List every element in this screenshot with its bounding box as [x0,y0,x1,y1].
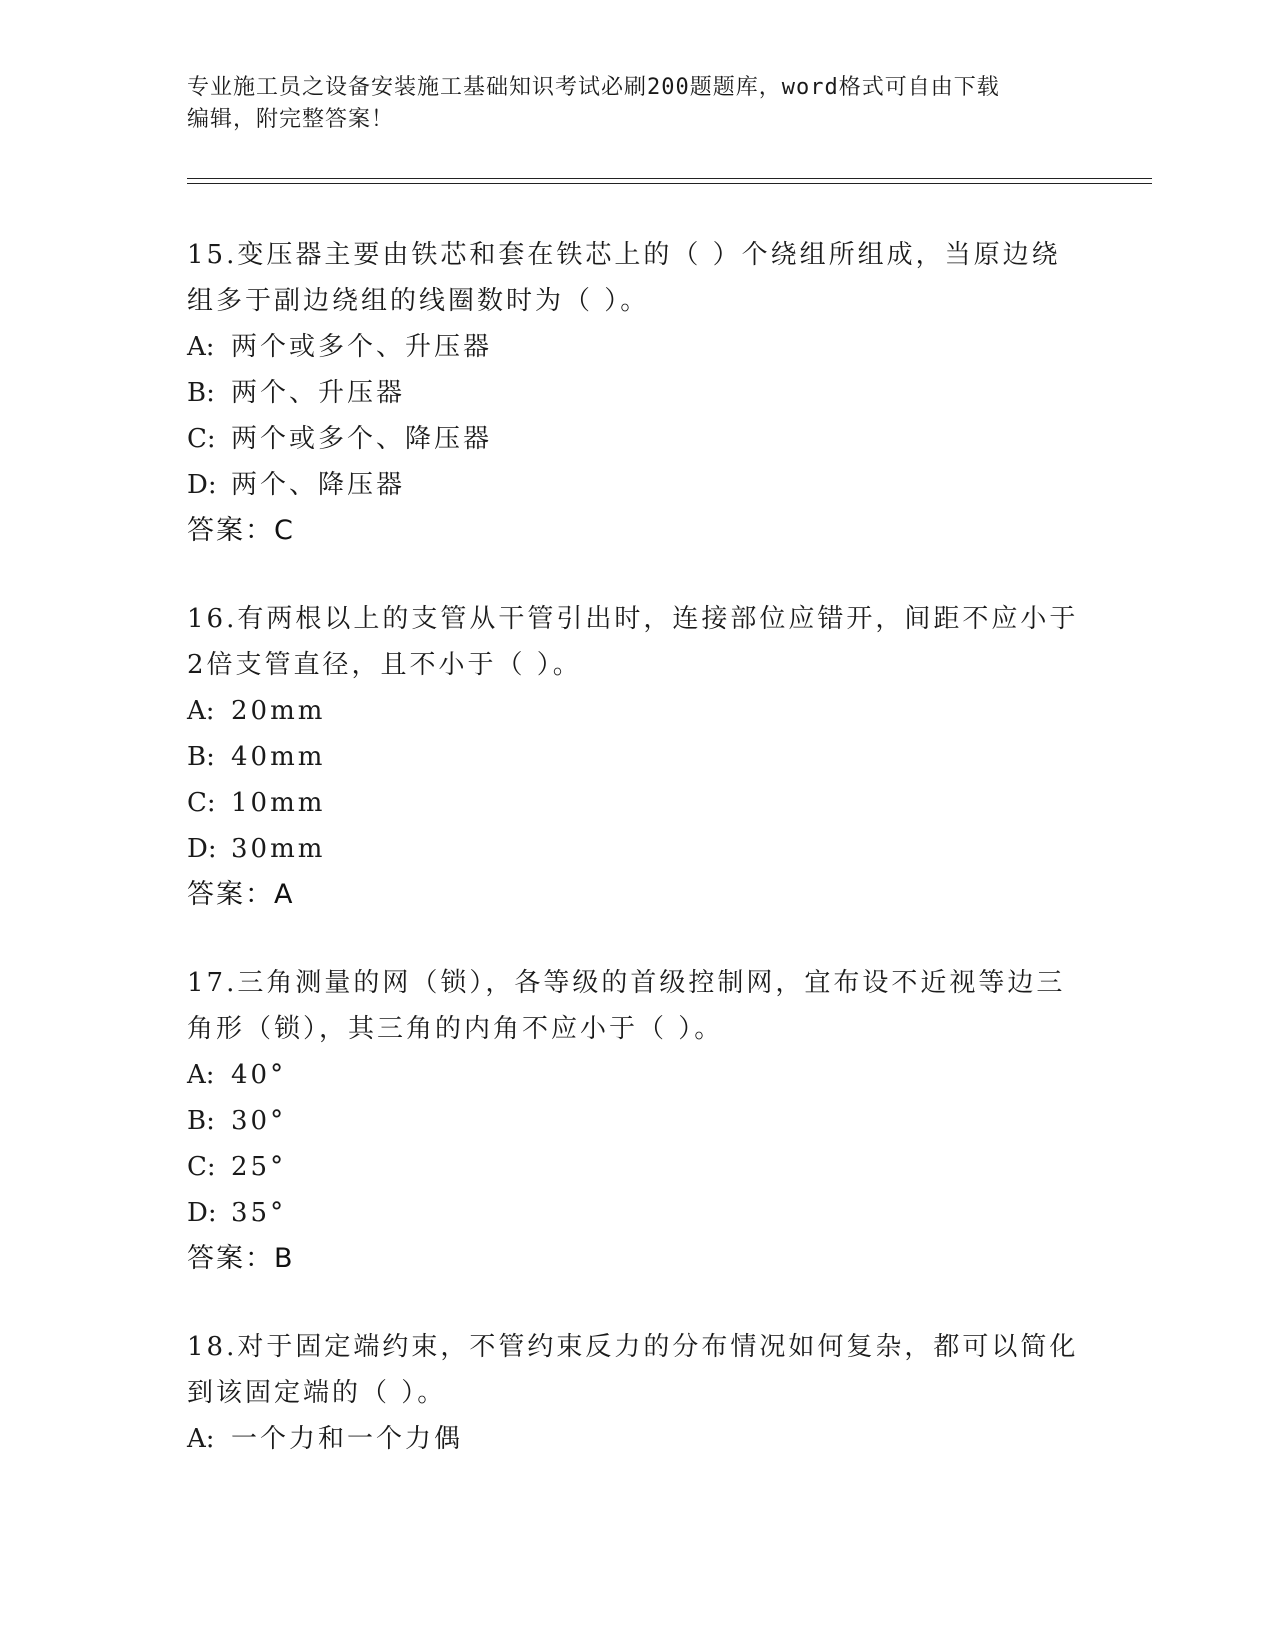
option-b [187,734,1087,780]
question-stem-line-1: 16.有两根以上的支管从干管引出时，连接部位应错开，间距不应小于 [187,604,1079,634]
option-b [187,1098,1087,1144]
option-key: D: [187,834,217,864]
option-key: A: [187,332,215,362]
question-17 [187,960,1087,1282]
question-stem-line-2: 角形（锁），其三角的内角不应小于（ ）。 [187,1014,724,1044]
header-line-2: 编辑，附完整答案！ [187,107,395,132]
option-a [187,688,1087,734]
option-text: 两个、降压器 [231,470,406,500]
option-a [187,1052,1087,1098]
option-a [187,324,1087,370]
question-stem-line-1: 18.对于固定端约束，不管约束反力的分布情况如何复杂，都可以简化 [187,1332,1079,1362]
option-key: C: [187,424,216,454]
option-key: A: [187,1060,215,1090]
option-key: C: [187,788,216,818]
question-stem-line-2: 组多于副边绕组的线圈数时为（ ）。 [187,286,650,316]
option-key: A: [187,1424,215,1454]
header-divider-bottom [187,183,1152,184]
answer-line: 答案：B [187,1243,295,1274]
option-key: C: [187,1152,216,1182]
option-text: 25° [231,1152,287,1182]
option-b [187,370,1087,416]
option-text: 30mm [231,834,326,864]
header-line-1: 专业施工员之设备安装施工基础知识考试必刷200题题库，word格式可自由下载 [187,75,1000,100]
option-key: A: [187,696,215,726]
question-stem [187,596,1087,688]
answer-line: 答案：A [187,879,295,910]
option-text: 两个或多个、升压器 [231,332,493,362]
option-text: 35° [231,1198,287,1228]
option-key: B: [187,742,215,772]
option-d [187,826,1087,872]
option-text: 两个或多个、降压器 [231,424,493,454]
question-15 [187,232,1087,554]
option-text: 30° [231,1106,287,1136]
question-stem-line-2: 2倍支管直径，且不小于（ ）。 [187,650,582,680]
option-key: B: [187,378,215,408]
question-stem-line-1: 15.变压器主要由铁芯和套在铁芯上的（ ）个绕组所组成，当原边绕 [187,240,1061,270]
question-stem-line-2: 到该固定端的（ ）。 [187,1378,447,1408]
option-text: 40mm [231,742,326,772]
option-c [187,780,1087,826]
question-stem-line-1: 17.三角测量的网（锁），各等级的首级控制网，宜布设不近视等边三 [187,968,1066,998]
answer-line: 答案：C [187,515,295,546]
option-text: 10mm [231,788,326,818]
document-header [187,72,1067,136]
option-text: 40° [231,1060,287,1090]
option-key: D: [187,1198,217,1228]
option-key: D: [187,470,217,500]
option-d [187,1190,1087,1236]
question-18 [187,1324,1087,1462]
option-a [187,1416,1087,1462]
option-c [187,1144,1087,1190]
question-stem [187,1324,1087,1416]
question-stem [187,232,1087,324]
option-d [187,462,1087,508]
option-text: 两个、升压器 [231,378,406,408]
option-text: 一个力和一个力偶 [231,1424,464,1454]
header-divider-top [187,178,1152,179]
question-16 [187,596,1087,918]
option-c [187,416,1087,462]
option-text: 20mm [231,696,326,726]
option-key: B: [187,1106,215,1136]
question-stem [187,960,1087,1052]
